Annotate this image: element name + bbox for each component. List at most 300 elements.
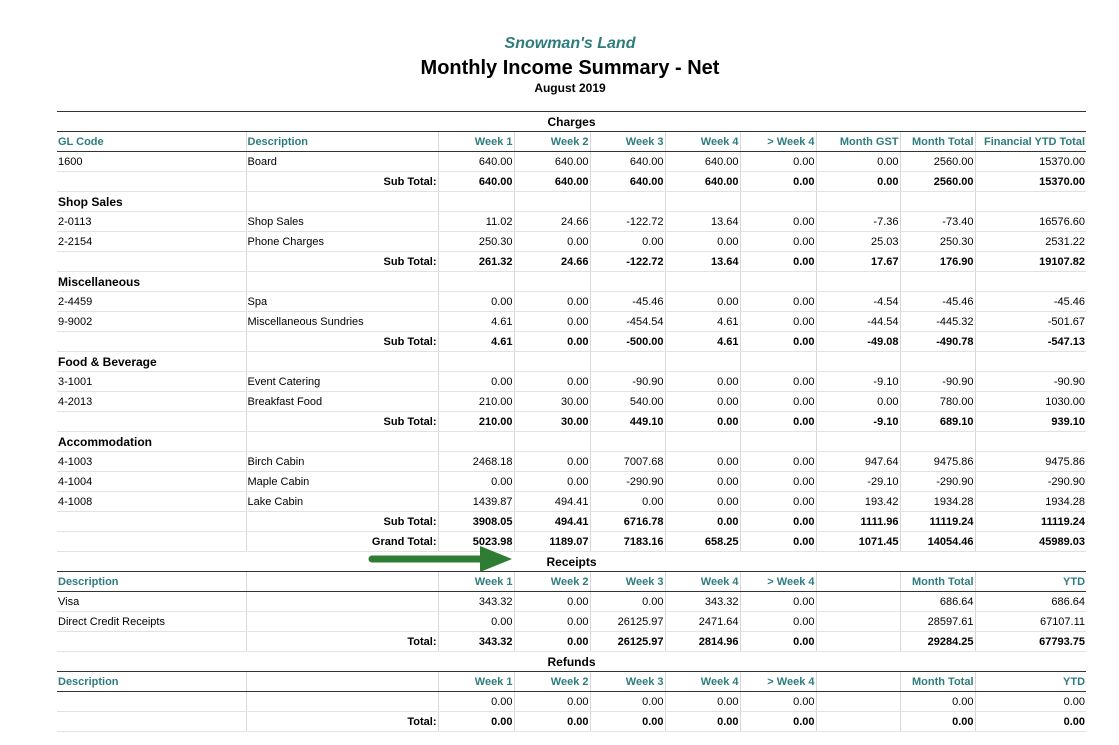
- amount-cell: 0.00: [514, 712, 590, 732]
- column-header: Week 1: [438, 132, 514, 152]
- amount-cell: 0.00: [514, 372, 590, 392]
- empty-cell: [57, 172, 246, 192]
- amount-cell: -454.54: [590, 312, 665, 332]
- subtotal-row: [57, 632, 1086, 652]
- group-label: Shop Sales: [57, 192, 246, 212]
- amount-cell: -4.54: [816, 292, 900, 312]
- amount-cell: 26125.97: [590, 612, 665, 632]
- subtotal-label: Sub Total:: [246, 332, 438, 352]
- amount-cell: 0.00: [665, 472, 740, 492]
- empty-cell: [57, 712, 246, 732]
- amount-cell: -500.00: [590, 332, 665, 352]
- amount-cell: 947.64: [816, 452, 900, 472]
- column-header: [816, 672, 900, 692]
- empty-cell: [740, 352, 816, 372]
- amount-cell: -90.90: [900, 372, 975, 392]
- amount-cell: 176.90: [900, 252, 975, 272]
- amount-cell: 0.00: [438, 612, 514, 632]
- receipts-section-header: [57, 552, 1086, 572]
- report-period: August 2019: [534, 81, 606, 95]
- amount-cell: 0.00: [740, 512, 816, 532]
- column-header: GL Code: [57, 132, 246, 152]
- empty-cell: [514, 432, 590, 452]
- amount-cell: 15370.00: [975, 152, 1086, 172]
- amount-cell: -445.32: [900, 312, 975, 332]
- amount-cell: 640.00: [665, 172, 740, 192]
- amount-cell: 0.00: [740, 212, 816, 232]
- table-row: [57, 292, 1086, 312]
- amount-cell: 0.00: [665, 412, 740, 432]
- empty-cell: [665, 432, 740, 452]
- amount-cell: 30.00: [514, 392, 590, 412]
- amount-cell: 26125.97: [590, 632, 665, 652]
- column-header: [816, 572, 900, 592]
- column-header: Week 2: [514, 572, 590, 592]
- amount-cell: 210.00: [438, 412, 514, 432]
- amount-cell: 0.00: [740, 532, 816, 552]
- subtotal-label: Sub Total:: [246, 172, 438, 192]
- amount-cell: 640.00: [514, 152, 590, 172]
- amount-cell: 24.66: [514, 252, 590, 272]
- empty-cell: [900, 272, 975, 292]
- amount-cell: 4.61: [665, 312, 740, 332]
- amount-cell: 0.00: [665, 512, 740, 532]
- amount-cell: 0.00: [816, 172, 900, 192]
- amount-cell: 540.00: [590, 392, 665, 412]
- empty-cell: [246, 432, 438, 452]
- amount-cell: 0.00: [514, 232, 590, 252]
- gl-code-cell: 2-4459: [57, 292, 246, 312]
- amount-cell: 1030.00: [975, 392, 1086, 412]
- description-cell: Miscellaneous Sundries: [246, 312, 438, 332]
- amount-cell: 0.00: [740, 452, 816, 472]
- amount-cell: 30.00: [514, 412, 590, 432]
- amount-cell: 343.32: [665, 592, 740, 612]
- description-cell: [246, 612, 438, 632]
- charges-section-title: Charges: [57, 112, 1086, 132]
- amount-cell: 0.00: [590, 232, 665, 252]
- amount-cell: [816, 712, 900, 732]
- amount-cell: 689.10: [900, 412, 975, 432]
- amount-cell: 0.00: [514, 692, 590, 712]
- amount-cell: 939.10: [975, 412, 1086, 432]
- subtotal-row: [57, 532, 1086, 552]
- amount-cell: 4.61: [438, 332, 514, 352]
- empty-cell: [665, 352, 740, 372]
- amount-cell: 0.00: [816, 392, 900, 412]
- amount-cell: 0.00: [740, 632, 816, 652]
- amount-cell: 9475.86: [900, 452, 975, 472]
- group-label: Food & Beverage: [57, 352, 246, 372]
- empty-cell: [590, 192, 665, 212]
- description-cell: Spa: [246, 292, 438, 312]
- table-row: [57, 492, 1086, 512]
- amount-cell: 11.02: [438, 212, 514, 232]
- amount-cell: 4.61: [438, 312, 514, 332]
- subtotal-label: Total:: [246, 712, 438, 732]
- column-header: > Week 4: [740, 132, 816, 152]
- group-header-row: [57, 432, 1086, 452]
- amount-cell: -45.46: [975, 292, 1086, 312]
- column-header: Description: [246, 132, 438, 152]
- column-header: Week 4: [665, 572, 740, 592]
- amount-cell: 17.67: [816, 252, 900, 272]
- amount-cell: 0.00: [740, 252, 816, 272]
- amount-cell: 67107.11: [975, 612, 1086, 632]
- amount-cell: 11119.24: [975, 512, 1086, 532]
- table-row: [57, 152, 1086, 172]
- column-header: > Week 4: [740, 572, 816, 592]
- description-cell: Maple Cabin: [246, 472, 438, 492]
- empty-cell: [816, 192, 900, 212]
- amount-cell: 0.00: [665, 712, 740, 732]
- empty-cell: [816, 432, 900, 452]
- amount-cell: 0.00: [514, 332, 590, 352]
- empty-cell: [900, 192, 975, 212]
- column-header: Week 3: [590, 672, 665, 692]
- amount-cell: 45989.03: [975, 532, 1086, 552]
- group-label: Accommodation: [57, 432, 246, 452]
- gl-code-cell: 9-9002: [57, 312, 246, 332]
- amount-cell: 15370.00: [975, 172, 1086, 192]
- amount-cell: 0.00: [740, 412, 816, 432]
- group-header-row: [57, 352, 1086, 372]
- description-cell: Event Catering: [246, 372, 438, 392]
- empty-cell: [57, 252, 246, 272]
- column-header: Month Total: [900, 572, 975, 592]
- amount-cell: -44.54: [816, 312, 900, 332]
- description-cell: Birch Cabin: [246, 452, 438, 472]
- column-header: Description: [57, 572, 246, 592]
- amount-cell: 193.42: [816, 492, 900, 512]
- subtotal-row: [57, 712, 1086, 732]
- amount-cell: 210.00: [438, 392, 514, 412]
- subtotal-row: [57, 252, 1086, 272]
- amount-cell: 0.00: [665, 372, 740, 392]
- table-row: [57, 212, 1086, 232]
- amount-cell: 0.00: [438, 292, 514, 312]
- amount-cell: -9.10: [816, 372, 900, 392]
- empty-cell: [246, 352, 438, 372]
- amount-cell: 2531.22: [975, 232, 1086, 252]
- amount-cell: -122.72: [590, 252, 665, 272]
- amount-cell: -45.46: [590, 292, 665, 312]
- description-cell: Phone Charges: [246, 232, 438, 252]
- amount-cell: [816, 612, 900, 632]
- column-header: YTD: [975, 672, 1086, 692]
- empty-cell: [57, 512, 246, 532]
- amount-cell: -45.46: [900, 292, 975, 312]
- gl-code-cell: 4-1008: [57, 492, 246, 512]
- refunds-column-headers: [57, 672, 1086, 692]
- subtotal-label: Sub Total:: [246, 512, 438, 532]
- subtotal-row: [57, 172, 1086, 192]
- column-header: Week 4: [665, 672, 740, 692]
- amount-cell: 67793.75: [975, 632, 1086, 652]
- empty-cell: [438, 432, 514, 452]
- amount-cell: 19107.82: [975, 252, 1086, 272]
- report-title: Monthly Income Summary - Net: [420, 57, 720, 79]
- table-row: [57, 472, 1086, 492]
- gl-code-cell: 2-2154: [57, 232, 246, 252]
- amount-cell: -490.78: [900, 332, 975, 352]
- empty-cell: [975, 352, 1086, 372]
- amount-cell: 0.00: [816, 152, 900, 172]
- column-header: Week 3: [590, 572, 665, 592]
- empty-cell: [665, 192, 740, 212]
- amount-cell: 0.00: [740, 312, 816, 332]
- amount-cell: -90.90: [975, 372, 1086, 392]
- column-header: Week 3: [590, 132, 665, 152]
- empty-cell: [975, 432, 1086, 452]
- empty-cell: [590, 432, 665, 452]
- amount-cell: 0.00: [740, 152, 816, 172]
- amount-cell: 2471.64: [665, 612, 740, 632]
- table-row: [57, 592, 1086, 612]
- table-row: [57, 312, 1086, 332]
- group-header-row: [57, 272, 1086, 292]
- amount-cell: 0.00: [514, 592, 590, 612]
- empty-cell: [590, 272, 665, 292]
- empty-cell: [590, 352, 665, 372]
- gl-code-cell: Visa: [57, 592, 246, 612]
- charges-section-header: [57, 112, 1086, 132]
- empty-cell: [57, 412, 246, 432]
- column-header: Month Total: [900, 672, 975, 692]
- empty-cell: [246, 272, 438, 292]
- amount-cell: 0.00: [740, 492, 816, 512]
- column-header: Week 2: [514, 672, 590, 692]
- amount-cell: 0.00: [438, 692, 514, 712]
- gl-code-cell: 2-0113: [57, 212, 246, 232]
- amount-cell: 640.00: [590, 172, 665, 192]
- description-cell: Shop Sales: [246, 212, 438, 232]
- highlight-arrow-icon: [368, 545, 516, 573]
- table-row: [57, 232, 1086, 252]
- column-header: Month GST: [816, 132, 900, 152]
- amount-cell: 0.00: [740, 612, 816, 632]
- amount-cell: 0.00: [514, 452, 590, 472]
- empty-cell: [740, 192, 816, 212]
- amount-cell: 1934.28: [975, 492, 1086, 512]
- amount-cell: 28597.61: [900, 612, 975, 632]
- amount-cell: 0.00: [438, 472, 514, 492]
- amount-cell: 250.30: [900, 232, 975, 252]
- table-row: [57, 612, 1086, 632]
- empty-cell: [975, 192, 1086, 212]
- amount-cell: 0.00: [740, 232, 816, 252]
- income-summary-table: [57, 111, 1086, 732]
- gl-code-cell: 3-1001: [57, 372, 246, 392]
- amount-cell: 25.03: [816, 232, 900, 252]
- amount-cell: 6716.78: [590, 512, 665, 532]
- amount-cell: 343.32: [438, 592, 514, 612]
- description-cell: [246, 692, 438, 712]
- amount-cell: -290.90: [900, 472, 975, 492]
- amount-cell: 16576.60: [975, 212, 1086, 232]
- amount-cell: [816, 692, 900, 712]
- amount-cell: 449.10: [590, 412, 665, 432]
- amount-cell: [816, 632, 900, 652]
- amount-cell: 0.00: [740, 372, 816, 392]
- empty-cell: [900, 432, 975, 452]
- empty-cell: [514, 192, 590, 212]
- amount-cell: 494.41: [514, 512, 590, 532]
- amount-cell: 0.00: [514, 632, 590, 652]
- amount-cell: -90.90: [590, 372, 665, 392]
- refunds-section-header: [57, 652, 1086, 672]
- amount-cell: 2814.96: [665, 632, 740, 652]
- amount-cell: 494.41: [514, 492, 590, 512]
- charges-column-headers: [57, 132, 1086, 152]
- gl-code-cell: [57, 692, 246, 712]
- empty-cell: [438, 272, 514, 292]
- table-row: [57, 692, 1086, 712]
- amount-cell: 4.61: [665, 332, 740, 352]
- amount-cell: 640.00: [514, 172, 590, 192]
- amount-cell: 0.00: [590, 592, 665, 612]
- column-header: > Week 4: [740, 672, 816, 692]
- column-header: [246, 572, 438, 592]
- amount-cell: 640.00: [438, 172, 514, 192]
- amount-cell: 11119.24: [900, 512, 975, 532]
- amount-cell: 7007.68: [590, 452, 665, 472]
- amount-cell: 0.00: [740, 472, 816, 492]
- subtotal-row: [57, 332, 1086, 352]
- amount-cell: 1071.45: [816, 532, 900, 552]
- amount-cell: 1189.07: [514, 532, 590, 552]
- amount-cell: 250.30: [438, 232, 514, 252]
- receipts-column-headers: [57, 572, 1086, 592]
- description-cell: Breakfast Food: [246, 392, 438, 412]
- table-row: [57, 452, 1086, 472]
- amount-cell: 5023.98: [438, 532, 514, 552]
- amount-cell: 0.00: [740, 712, 816, 732]
- empty-cell: [975, 272, 1086, 292]
- amount-cell: 0.00: [665, 492, 740, 512]
- amount-cell: 9475.86: [975, 452, 1086, 472]
- empty-cell: [900, 352, 975, 372]
- amount-cell: 0.00: [740, 392, 816, 412]
- gl-code-cell: 1600: [57, 152, 246, 172]
- amount-cell: -501.67: [975, 312, 1086, 332]
- group-label: Miscellaneous: [57, 272, 246, 292]
- amount-cell: 0.00: [975, 712, 1086, 732]
- amount-cell: 640.00: [590, 152, 665, 172]
- column-header: Week 1: [438, 572, 514, 592]
- amount-cell: 0.00: [514, 472, 590, 492]
- gl-code-cell: 4-2013: [57, 392, 246, 412]
- description-cell: Lake Cabin: [246, 492, 438, 512]
- amount-cell: -290.90: [590, 472, 665, 492]
- group-header-row: [57, 192, 1086, 212]
- amount-cell: 640.00: [438, 152, 514, 172]
- empty-cell: [514, 352, 590, 372]
- amount-cell: 2468.18: [438, 452, 514, 472]
- amount-cell: -73.40: [900, 212, 975, 232]
- description-cell: [246, 592, 438, 612]
- amount-cell: 14054.46: [900, 532, 975, 552]
- empty-cell: [740, 432, 816, 452]
- amount-cell: 640.00: [665, 152, 740, 172]
- amount-cell: 0.00: [900, 712, 975, 732]
- amount-cell: 7183.16: [590, 532, 665, 552]
- amount-cell: 0.00: [665, 692, 740, 712]
- amount-cell: 0.00: [590, 692, 665, 712]
- amount-cell: -290.90: [975, 472, 1086, 492]
- amount-cell: 343.32: [438, 632, 514, 652]
- amount-cell: -29.10: [816, 472, 900, 492]
- empty-cell: [57, 532, 246, 552]
- amount-cell: 0.00: [514, 292, 590, 312]
- amount-cell: 261.32: [438, 252, 514, 272]
- amount-cell: 24.66: [514, 212, 590, 232]
- empty-cell: [246, 192, 438, 212]
- amount-cell: 13.64: [665, 212, 740, 232]
- gl-code-cell: 4-1004: [57, 472, 246, 492]
- empty-cell: [438, 192, 514, 212]
- amount-cell: -122.72: [590, 212, 665, 232]
- company-name: Snowman's Land: [504, 35, 636, 52]
- amount-cell: 0.00: [740, 172, 816, 192]
- amount-cell: 686.64: [975, 592, 1086, 612]
- amount-cell: 0.00: [514, 612, 590, 632]
- receipts-section-title: Receipts: [57, 552, 1086, 572]
- amount-cell: 0.00: [900, 692, 975, 712]
- subtotal-row: [57, 412, 1086, 432]
- column-header: Week 1: [438, 672, 514, 692]
- amount-cell: 658.25: [665, 532, 740, 552]
- empty-cell: [816, 352, 900, 372]
- amount-cell: 0.00: [740, 692, 816, 712]
- amount-cell: -7.36: [816, 212, 900, 232]
- empty-cell: [665, 272, 740, 292]
- amount-cell: 0.00: [590, 492, 665, 512]
- amount-cell: 0.00: [740, 292, 816, 312]
- amount-cell: 2560.00: [900, 152, 975, 172]
- empty-cell: [740, 272, 816, 292]
- amount-cell: 0.00: [665, 392, 740, 412]
- amount-cell: 3908.05: [438, 512, 514, 532]
- amount-cell: -547.13: [975, 332, 1086, 352]
- table-row: [57, 372, 1086, 392]
- subtotal-label: Grand Total:: [246, 532, 438, 552]
- amount-cell: 0.00: [975, 692, 1086, 712]
- column-header: [246, 672, 438, 692]
- subtotal-label: Sub Total:: [246, 412, 438, 432]
- column-header: Description: [57, 672, 246, 692]
- column-header: YTD: [975, 572, 1086, 592]
- subtotal-label: Sub Total:: [246, 252, 438, 272]
- column-header: Week 2: [514, 132, 590, 152]
- amount-cell: 780.00: [900, 392, 975, 412]
- amount-cell: 1934.28: [900, 492, 975, 512]
- amount-cell: 0.00: [590, 712, 665, 732]
- empty-cell: [438, 352, 514, 372]
- amount-cell: -9.10: [816, 412, 900, 432]
- amount-cell: 29284.25: [900, 632, 975, 652]
- amount-cell: 0.00: [740, 592, 816, 612]
- amount-cell: 0.00: [740, 332, 816, 352]
- gl-code-cell: 4-1003: [57, 452, 246, 472]
- description-cell: Board: [246, 152, 438, 172]
- amount-cell: 0.00: [665, 292, 740, 312]
- amount-cell: 686.64: [900, 592, 975, 612]
- amount-cell: [816, 592, 900, 612]
- amount-cell: 1439.87: [438, 492, 514, 512]
- amount-cell: 13.64: [665, 252, 740, 272]
- gl-code-cell: Direct Credit Receipts: [57, 612, 246, 632]
